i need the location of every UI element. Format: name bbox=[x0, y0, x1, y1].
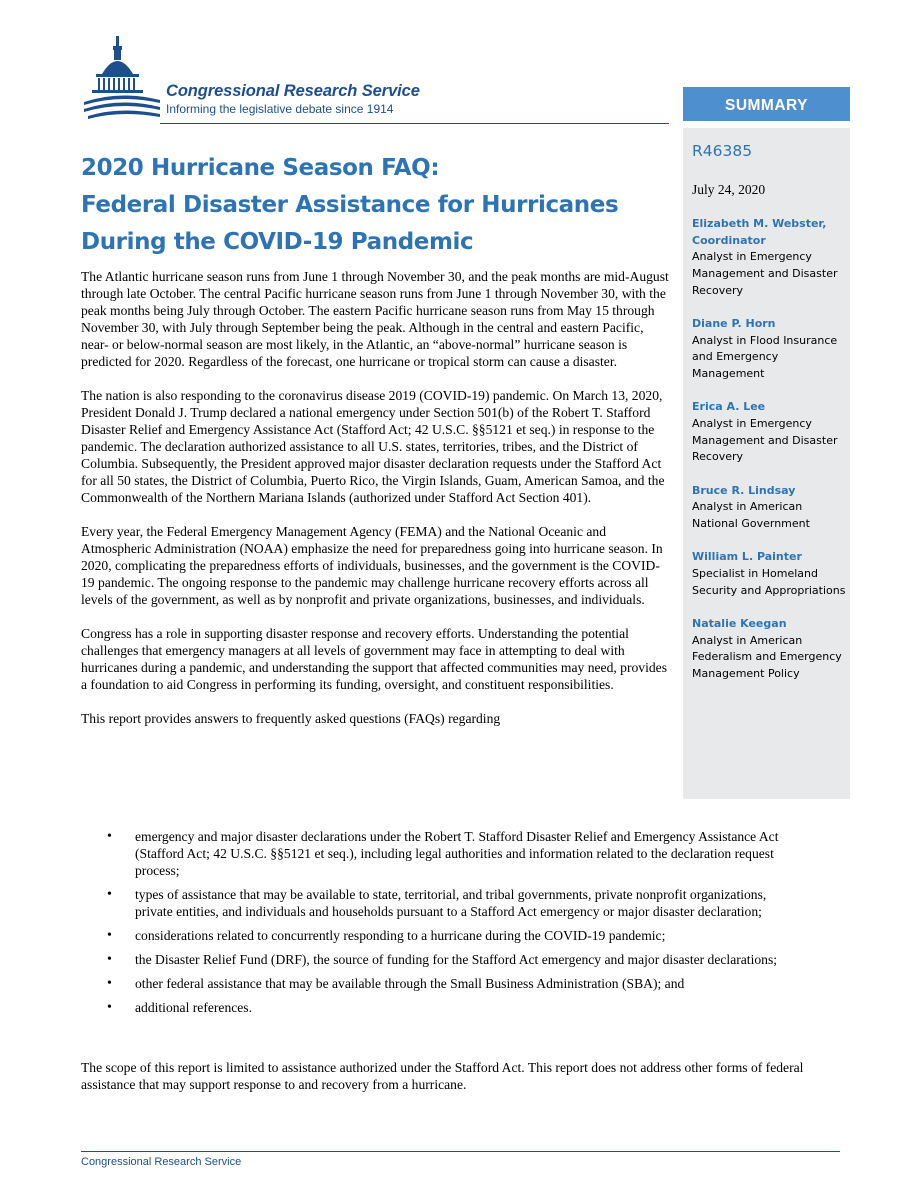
author-entry bbox=[692, 549, 850, 599]
list-item: • the Disaster Relief Fund (DRF), the source of funding for the Stafford Act emergency and major disaster declarations; bbox=[107, 951, 787, 968]
author-name: Elizabeth M. Webster, bbox=[692, 217, 827, 230]
report-number: R46385 bbox=[692, 142, 753, 160]
author-entry bbox=[692, 316, 850, 383]
paragraph: This report provides answers to frequently asked questions (FAQs) regarding bbox=[81, 711, 501, 726]
author-role: Analyst in Emergency Management and Disaster Recovery bbox=[692, 417, 838, 464]
author-entry bbox=[692, 616, 850, 683]
list-item: • considerations related to concurrently responding to a hurricane during the COVID-19 pandemic; bbox=[107, 927, 787, 944]
footer-org-name: Congressional Research Service bbox=[81, 1156, 242, 1168]
faq-topic-list bbox=[107, 828, 787, 1023]
author-name: Diane P. Horn bbox=[692, 317, 776, 331]
author-role: Analyst in American National Government bbox=[692, 500, 810, 531]
paragraph: The Atlantic hurricane season runs from June 1 through November 30, and the peak months are mid-August through late October. The central Pacific hurricane season runs from June 1 through November 30, with the peak months being July through October. The eastern Pacific hurricane season runs from May 15 through November 30, with July through September being the peak. Although in the central and eastern Pacific, near- or below-normal season are most likely, in the Atlantic, an “above-normal” hurricane season is predicted for 2020. Regardless of the forecast, one hurricane or tropical storm can cause a disaster. bbox=[81, 269, 669, 369]
summary-sidebar bbox=[683, 87, 850, 799]
list-item: • types of assistance that may be available to state, territorial, and tribal governments, private nonprofit organizations, private entities, and individuals and households pursuant to a Stafford Act emergency or major disaster declaration; bbox=[107, 886, 787, 920]
title-line: Federal Disaster Assistance for Hurricanes bbox=[81, 192, 619, 218]
author-entry bbox=[692, 399, 850, 466]
author-entry bbox=[692, 216, 850, 300]
header-divider bbox=[160, 123, 669, 124]
author-role: Analyst in Emergency Management and Disaster Recovery bbox=[692, 250, 838, 297]
author-title: Coordinator bbox=[692, 233, 766, 247]
summary-body bbox=[81, 268, 670, 744]
author-name: Bruce R. Lindsay bbox=[692, 483, 796, 497]
org-tagline: Informing the legislative debate since 1914 bbox=[166, 102, 394, 116]
capitol-dome-icon bbox=[80, 34, 162, 122]
author-role: Specialist in Homeland Security and Appropriations bbox=[692, 566, 846, 597]
report-date: July 24, 2020 bbox=[692, 182, 766, 197]
author-role: Analyst in Flood Insurance and Emergency Management bbox=[692, 333, 838, 381]
list-item: • additional references. bbox=[107, 999, 787, 1016]
summary-heading: SUMMARY bbox=[683, 87, 850, 121]
paragraph: Congress has a role in supporting disaster response and recovery efforts. Understanding the potential challenges that emergency managers at all levels of government may face in attempting to deal with hurricanes during a pandemic, and understanding the support that affected communities may need, provides a foundation to aid Congress in performing its funding, oversight, and constituent responsibilities. bbox=[81, 626, 667, 692]
org-name: Congressional Research Service bbox=[166, 82, 420, 100]
author-name: Natalie Keegan bbox=[692, 616, 787, 630]
author-name: William L. Painter bbox=[692, 550, 802, 564]
paragraph: Every year, the Federal Emergency Management Agency (FEMA) and the National Oceanic and Atmospheric Administration (NOAA) emphasize the need for preparedness going into hurricane season. In 2020, complicating the preparedness efforts of individuals, businesses, and the government is the COVID-19 pandemic. The ongoing response to the pandemic may challenge hurricane recovery efforts across all levels of the government, as well as by nonprofit and private organizations, businesses, and individuals. bbox=[81, 524, 663, 607]
page-title bbox=[81, 150, 681, 261]
author-name: Erica A. Lee bbox=[692, 400, 766, 414]
author-entry bbox=[692, 483, 850, 533]
title-line: During the COVID-19 Pandemic bbox=[81, 229, 474, 255]
paragraph: The nation is also responding to the coronavirus disease 2019 (COVID-19) pandemic. On March 13, 2020, President Donald J. Trump declared a national emergency under Section 501(b) of the Robert T. Stafford Disaster Relief and Emergency Assistance Act (Stafford Act; 42 U.S.C. §§5121 et seq.) in response to the pandemic. The declaration authorized assistance to all U.S. states, territories, tribes, and the District of Columbia. Subsequently, the President approved major disaster declaration requests under the Stafford Act for all 50 states, the District of Columbia, Puerto Rico, the Virgin Islands, Guam, American Samoa, and the Commonwealth of the Northern Mariana Islands (authorized under Stafford Act Section 401). bbox=[81, 388, 665, 505]
author-role: Analyst in American Federalism and Emergency Management Policy bbox=[692, 633, 842, 680]
scope-paragraph: The scope of this report is limited to assistance authorized under the Stafford Act. This report does not address other forms of federal assistance that may support response to and recovery from a hurricane. bbox=[81, 1060, 804, 1092]
author-list bbox=[692, 216, 850, 699]
footer-divider bbox=[81, 1151, 840, 1152]
crs-logo bbox=[80, 34, 480, 124]
title-line: 2020 Hurricane Season FAQ: bbox=[81, 155, 440, 181]
list-item: • emergency and major disaster declarations under the Robert T. Stafford Disaster Relief and Emergency Assistance Act (Stafford Act; 42 U.S.C. §§5121 et seq.), including legal authorities and information related to the declaration request process; bbox=[107, 828, 787, 879]
list-item: • other federal assistance that may be available through the Small Business Administration (SBA); and bbox=[107, 975, 787, 992]
